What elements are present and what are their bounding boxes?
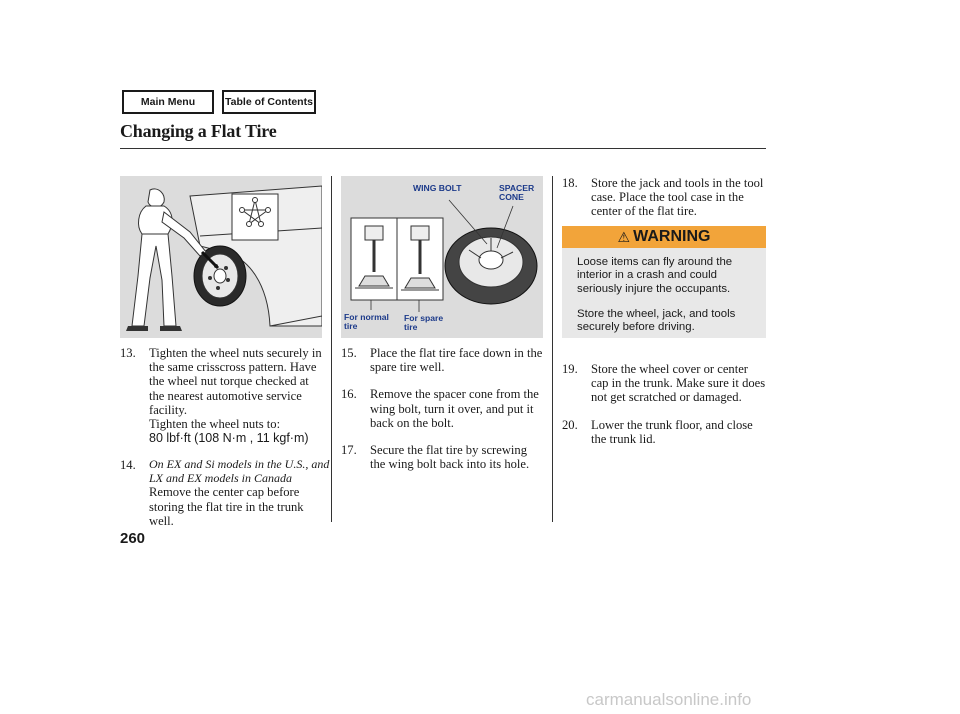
warning-triangle-icon: ⚠ (617, 228, 631, 245)
figure-spacer-cone (341, 176, 543, 338)
step-17: 17. Secure the flat tire by screwing the wing bolt back into its hole. (341, 443, 530, 472)
step-13: 13. Tighten the wheel nuts securely in the same crisscross pattern. Have the wheel nut torque checked at the nearest automotive service facility. Tighten the wheel nuts to: 80 lbf·ft (108 N·m , 11 kgf·m) (120, 346, 330, 445)
section-title: Changing a Flat Tire (120, 121, 277, 141)
step-16: 16. Remove the spacer cone from the wing bolt, turn it over, and put it back on the bolt. (341, 387, 539, 430)
step-14: 14. On EX and Si models in the U.S., and LX and EX models in Canada Remove the center cap before storing the flat tire in the trunk well. (120, 457, 330, 528)
tighten-nuts-illustration (120, 176, 322, 338)
warning-header: ⚠ WARNING (562, 226, 766, 248)
figure-tighten-nuts (120, 176, 322, 338)
torque-value: 80 lbf·ft (108 N·m , 11 kgf·m) (149, 431, 309, 446)
steps-left-column (120, 346, 330, 528)
steps-right-column-top (562, 176, 768, 219)
warning-text-2: Store the wheel, jack, and tools securely before driving. (577, 308, 736, 334)
table-of-contents-button[interactable]: Table of Contents (222, 90, 316, 114)
page-number: 260 (120, 530, 146, 547)
spare-tire-label: For spare tire (404, 313, 444, 333)
spacer-cone-label: SPACER CONE (499, 183, 535, 203)
normal-tire-label: For normal tire (344, 312, 389, 332)
steps-right-column-bottom (562, 362, 768, 446)
steps-middle-column (341, 346, 551, 471)
title-rule (120, 148, 766, 149)
watermark: carmanualsonline.info (586, 690, 752, 709)
step-20: 20. Lower the trunk floor, and close the trunk lid. (562, 417, 753, 446)
step-18: 18. Store the jack and tools in the tool case. Place the tool case in the center of the flat tire. (562, 176, 764, 219)
warning-text-1: Loose items can fly around the interior in a crash and could seriously injure the occupants. (577, 256, 733, 295)
wing-bolt-label: WING BOLT (413, 183, 462, 193)
step-19: 19. Store the wheel cover or center cap in the trunk. Make sure it does not get scratched or damaged. (562, 362, 766, 405)
main-menu-button[interactable]: Main Menu (122, 90, 214, 114)
column-divider-left (331, 176, 332, 522)
step-15: 15. Place the flat tire face down in the spare tire well. (341, 346, 543, 375)
column-divider-right (552, 176, 553, 522)
